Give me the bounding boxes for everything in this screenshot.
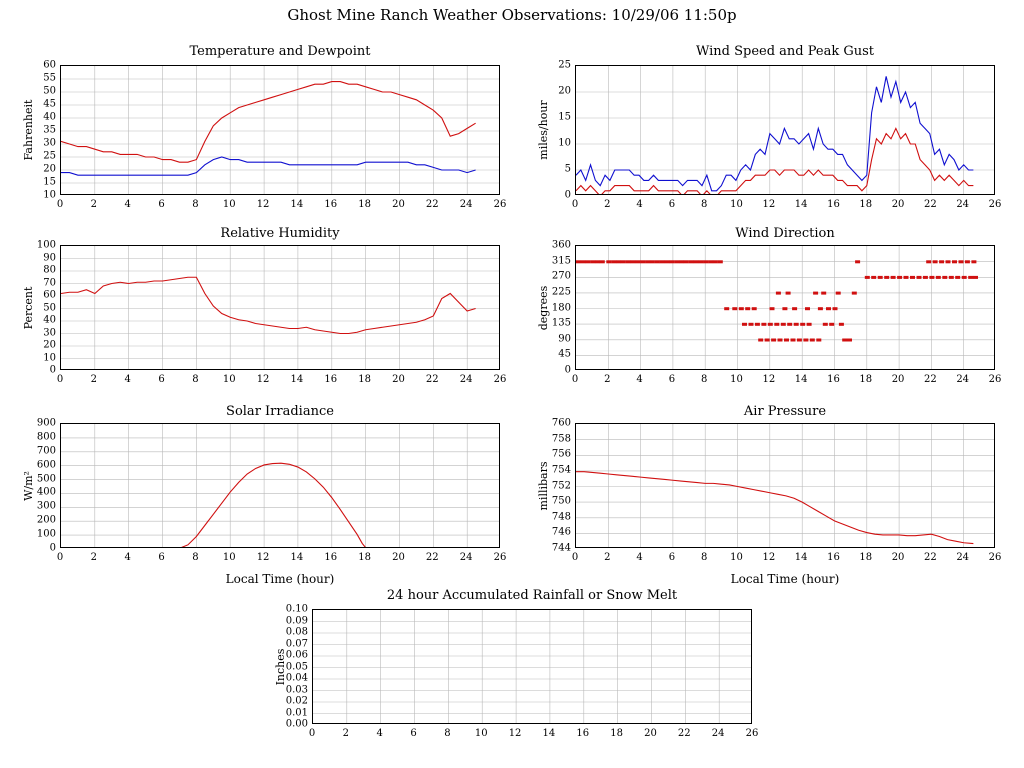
chart-title-wind_speed: Wind Speed and Peak Gust [695, 44, 875, 59]
y-tick-relative_humidity: 50 [43, 302, 56, 313]
x-tick-air_pressure: 12 [762, 552, 776, 563]
y-tick-temperature: 55 [43, 72, 56, 84]
x-tick-rainfall: 4 [376, 728, 383, 739]
x-tick-wind_direction: 18 [859, 374, 873, 385]
y-tick-solar_irradiance: 200 [36, 514, 56, 526]
y-tick-solar_irradiance: 400 [36, 486, 56, 498]
x-tick-air_pressure: 14 [794, 552, 808, 563]
y-tick-wind_speed: 10 [558, 137, 571, 149]
x-tick-solar_irradiance: 2 [90, 552, 98, 563]
x-tick-wind_direction: 20 [891, 374, 905, 385]
y-tick-relative_humidity: 30 [43, 327, 56, 338]
x-tick-wind_speed: 18 [859, 199, 873, 210]
x-tick-rainfall: 6 [410, 728, 417, 739]
x-tick-air_pressure: 6 [668, 552, 676, 563]
x-tick-wind_direction: 24 [956, 374, 970, 385]
y-tick-solar_irradiance: 900 [36, 417, 56, 429]
x-tick-wind_speed: 16 [827, 199, 840, 210]
y-tick-rainfall: 0.04 [285, 672, 308, 684]
y-tick-wind_speed: 5 [564, 163, 571, 175]
x-tick-air_pressure: 8 [701, 552, 708, 563]
y-tick-rainfall: 0.08 [285, 626, 308, 638]
x-tick-relative_humidity: 2 [90, 374, 98, 385]
y-tick-wind_direction: 315 [551, 255, 571, 267]
x-tick-solar_irradiance: 10 [222, 552, 236, 563]
x-tick-wind_speed: 2 [604, 199, 611, 210]
y-tick-relative_humidity: 60 [43, 289, 56, 301]
x-tick-air_pressure: 26 [988, 552, 1002, 563]
x-tick-relative_humidity: 20 [392, 374, 405, 385]
x-axis-label-air_pressure: Local Time (hour) [730, 572, 840, 586]
x-tick-solar_irradiance: 8 [192, 552, 199, 563]
x-tick-rainfall: 24 [711, 728, 725, 739]
x-tick-rainfall: 26 [745, 728, 759, 739]
x-tick-air_pressure: 18 [859, 552, 873, 563]
x-tick-solar_irradiance: 22 [425, 552, 439, 563]
y-axis-label-relative_humidity: Percent [22, 286, 35, 329]
x-tick-temperature: 14 [290, 199, 304, 210]
plot-area-wind_direction [575, 245, 995, 370]
y-tick-relative_humidity: 40 [43, 314, 56, 326]
x-tick-solar_irradiance: 24 [459, 552, 473, 563]
x-tick-wind_direction: 6 [668, 374, 676, 385]
x-tick-relative_humidity: 22 [425, 374, 439, 385]
x-tick-wind_direction: 26 [988, 374, 1002, 385]
x-tick-wind_direction: 12 [762, 374, 776, 385]
x-tick-rainfall: 14 [542, 728, 556, 739]
y-tick-air_pressure: 746 [551, 526, 571, 538]
y-tick-wind_direction: 0 [564, 364, 571, 376]
x-tick-wind_speed: 12 [762, 199, 776, 210]
y-tick-air_pressure: 760 [551, 417, 571, 429]
y-tick-air_pressure: 756 [551, 448, 571, 460]
y-tick-relative_humidity: 20 [43, 339, 56, 351]
x-tick-wind_direction: 14 [794, 374, 808, 385]
x-tick-solar_irradiance: 18 [358, 552, 371, 563]
x-tick-temperature: 0 [56, 199, 64, 210]
y-tick-wind_speed: 20 [558, 85, 571, 97]
chart-title-relative_humidity: Relative Humidity [220, 226, 340, 241]
y-tick-wind_direction: 90 [558, 333, 571, 345]
y-tick-rainfall: 0.02 [285, 695, 308, 707]
x-tick-wind_direction: 8 [701, 374, 708, 385]
y-tick-wind_speed: 15 [558, 111, 571, 123]
chart-title-wind_direction: Wind Direction [735, 226, 835, 241]
x-tick-temperature: 6 [158, 199, 165, 210]
x-tick-wind_direction: 16 [827, 374, 840, 385]
plot-area-temperature [60, 65, 500, 195]
x-tick-temperature: 16 [324, 199, 338, 210]
x-tick-rainfall: 8 [444, 728, 451, 739]
y-tick-relative_humidity: 80 [43, 264, 56, 276]
x-tick-wind_speed: 20 [891, 199, 905, 210]
y-tick-rainfall: 0.03 [285, 684, 308, 695]
x-tick-solar_irradiance: 0 [56, 552, 64, 563]
plot-area-rainfall [312, 609, 752, 724]
y-tick-solar_irradiance: 100 [36, 528, 56, 540]
x-tick-solar_irradiance: 16 [324, 552, 338, 563]
y-tick-solar_irradiance: 0 [49, 542, 56, 554]
x-tick-relative_humidity: 16 [324, 374, 338, 385]
x-tick-temperature: 8 [192, 199, 199, 210]
y-tick-air_pressure: 752 [551, 480, 571, 491]
x-tick-wind_speed: 0 [571, 199, 579, 210]
x-tick-relative_humidity: 0 [56, 374, 64, 385]
chart-title-solar_irradiance: Solar Irradiance [226, 404, 334, 419]
y-axis-label-wind_speed: miles/hour [537, 100, 550, 160]
y-tick-rainfall: 0.07 [285, 638, 308, 649]
y-tick-relative_humidity: 100 [36, 239, 56, 251]
page-title: Ghost Mine Ranch Weather Observations: 10/29/06 11:50p [287, 6, 737, 24]
x-tick-temperature: 4 [124, 199, 131, 210]
x-tick-relative_humidity: 24 [459, 374, 473, 385]
y-axis-label-solar_irradiance: W/m² [22, 470, 35, 501]
y-tick-rainfall: 0.06 [285, 649, 308, 661]
x-tick-wind_speed: 4 [636, 199, 643, 210]
y-tick-solar_irradiance: 300 [36, 500, 56, 512]
x-tick-temperature: 22 [425, 199, 439, 210]
y-tick-solar_irradiance: 600 [36, 459, 56, 471]
x-tick-wind_speed: 26 [988, 199, 1002, 210]
x-tick-solar_irradiance: 4 [124, 552, 131, 563]
y-tick-temperature: 25 [43, 150, 56, 162]
x-tick-air_pressure: 22 [924, 552, 937, 563]
y-tick-temperature: 30 [43, 137, 56, 149]
y-tick-temperature: 10 [43, 189, 56, 201]
x-tick-wind_speed: 6 [668, 199, 676, 210]
x-tick-temperature: 18 [358, 199, 371, 210]
x-tick-solar_irradiance: 12 [256, 552, 270, 563]
x-tick-wind_speed: 8 [701, 199, 708, 210]
chart-title-rainfall: 24 hour Accumulated Rainfall or Snow Melt [386, 588, 678, 603]
x-tick-temperature: 2 [90, 199, 98, 210]
plot-area-air_pressure [575, 423, 995, 548]
x-tick-temperature: 10 [222, 199, 236, 210]
y-tick-temperature: 40 [43, 111, 56, 123]
x-tick-solar_irradiance: 20 [392, 552, 405, 563]
x-tick-rainfall: 20 [644, 728, 657, 739]
x-tick-solar_irradiance: 6 [158, 552, 165, 563]
y-tick-wind_direction: 225 [551, 286, 571, 298]
x-tick-wind_direction: 2 [604, 374, 611, 385]
x-tick-relative_humidity: 18 [358, 374, 371, 385]
plot-area-solar_irradiance [60, 423, 500, 548]
y-tick-rainfall: 0.10 [285, 603, 308, 615]
y-tick-temperature: 50 [43, 85, 56, 97]
x-tick-air_pressure: 0 [571, 552, 579, 563]
plot-area-relative_humidity [60, 245, 500, 370]
y-tick-rainfall: 0.01 [285, 707, 308, 718]
y-axis-label-wind_direction: degrees [537, 285, 550, 330]
x-tick-rainfall: 12 [508, 728, 522, 739]
y-tick-air_pressure: 758 [551, 433, 571, 445]
y-tick-temperature: 35 [43, 124, 56, 136]
y-tick-wind_direction: 45 [558, 348, 571, 360]
y-tick-relative_humidity: 0 [49, 364, 56, 376]
chart-title-air_pressure: Air Pressure [743, 404, 827, 419]
x-tick-rainfall: 18 [610, 728, 623, 739]
y-tick-temperature: 60 [43, 59, 56, 71]
x-tick-relative_humidity: 4 [124, 374, 131, 385]
x-tick-rainfall: 16 [576, 728, 590, 739]
y-tick-air_pressure: 744 [551, 542, 571, 554]
y-tick-solar_irradiance: 500 [36, 473, 56, 485]
x-tick-air_pressure: 10 [730, 552, 743, 563]
x-tick-rainfall: 10 [474, 728, 488, 739]
x-tick-wind_speed: 10 [730, 199, 743, 210]
y-tick-temperature: 45 [43, 98, 56, 110]
x-tick-air_pressure: 16 [827, 552, 840, 563]
x-tick-relative_humidity: 26 [493, 374, 507, 385]
x-tick-relative_humidity: 12 [256, 374, 270, 385]
x-tick-relative_humidity: 14 [290, 374, 304, 385]
x-tick-wind_speed: 24 [956, 199, 970, 210]
y-tick-rainfall: 0.09 [285, 615, 308, 626]
x-tick-temperature: 20 [392, 199, 405, 210]
x-tick-wind_speed: 14 [794, 199, 808, 210]
y-tick-air_pressure: 750 [551, 495, 571, 507]
x-tick-temperature: 26 [493, 199, 507, 210]
x-tick-wind_direction: 0 [571, 374, 579, 385]
x-tick-air_pressure: 24 [956, 552, 970, 563]
y-tick-air_pressure: 748 [551, 511, 571, 523]
chart-title-temperature: Temperature and Dewpoint [189, 44, 371, 59]
x-tick-rainfall: 22 [677, 728, 691, 739]
y-tick-wind_direction: 180 [551, 302, 571, 313]
x-tick-relative_humidity: 10 [222, 374, 236, 385]
y-tick-relative_humidity: 90 [43, 252, 56, 263]
x-tick-solar_irradiance: 14 [290, 552, 304, 563]
y-tick-rainfall: 0.05 [285, 661, 308, 672]
x-axis-label-solar_irradiance: Local Time (hour) [225, 572, 335, 586]
x-tick-air_pressure: 4 [636, 552, 643, 563]
y-tick-wind_speed: 25 [558, 59, 571, 71]
x-tick-air_pressure: 20 [891, 552, 905, 563]
x-tick-wind_direction: 22 [924, 374, 937, 385]
x-tick-relative_humidity: 8 [192, 374, 199, 385]
y-tick-temperature: 20 [43, 163, 56, 175]
y-tick-wind_direction: 270 [551, 270, 571, 282]
x-tick-rainfall: 0 [308, 728, 316, 739]
x-tick-temperature: 12 [256, 199, 270, 210]
y-tick-wind_direction: 360 [551, 239, 571, 251]
y-tick-air_pressure: 754 [551, 464, 571, 476]
y-tick-solar_irradiance: 700 [36, 445, 56, 457]
plot-area-wind_speed [575, 65, 995, 195]
x-tick-wind_direction: 4 [636, 374, 643, 385]
y-axis-label-air_pressure: millibars [537, 460, 550, 511]
x-tick-wind_speed: 22 [924, 199, 937, 210]
y-tick-wind_speed: 0 [564, 189, 571, 201]
x-tick-temperature: 24 [459, 199, 473, 210]
x-tick-air_pressure: 2 [604, 552, 611, 563]
y-tick-relative_humidity: 10 [43, 352, 56, 363]
y-axis-label-temperature: Fahrenheit [22, 99, 35, 161]
x-tick-rainfall: 2 [342, 728, 350, 739]
y-tick-rainfall: 0.00 [285, 718, 308, 730]
x-tick-relative_humidity: 6 [158, 374, 165, 385]
y-tick-solar_irradiance: 800 [36, 431, 56, 443]
y-tick-relative_humidity: 70 [43, 277, 56, 288]
y-axis-label-rainfall: Inches [274, 648, 287, 685]
y-tick-wind_direction: 135 [551, 317, 571, 329]
x-tick-wind_direction: 10 [730, 374, 743, 385]
y-tick-temperature: 15 [43, 176, 56, 188]
x-tick-solar_irradiance: 26 [493, 552, 507, 563]
